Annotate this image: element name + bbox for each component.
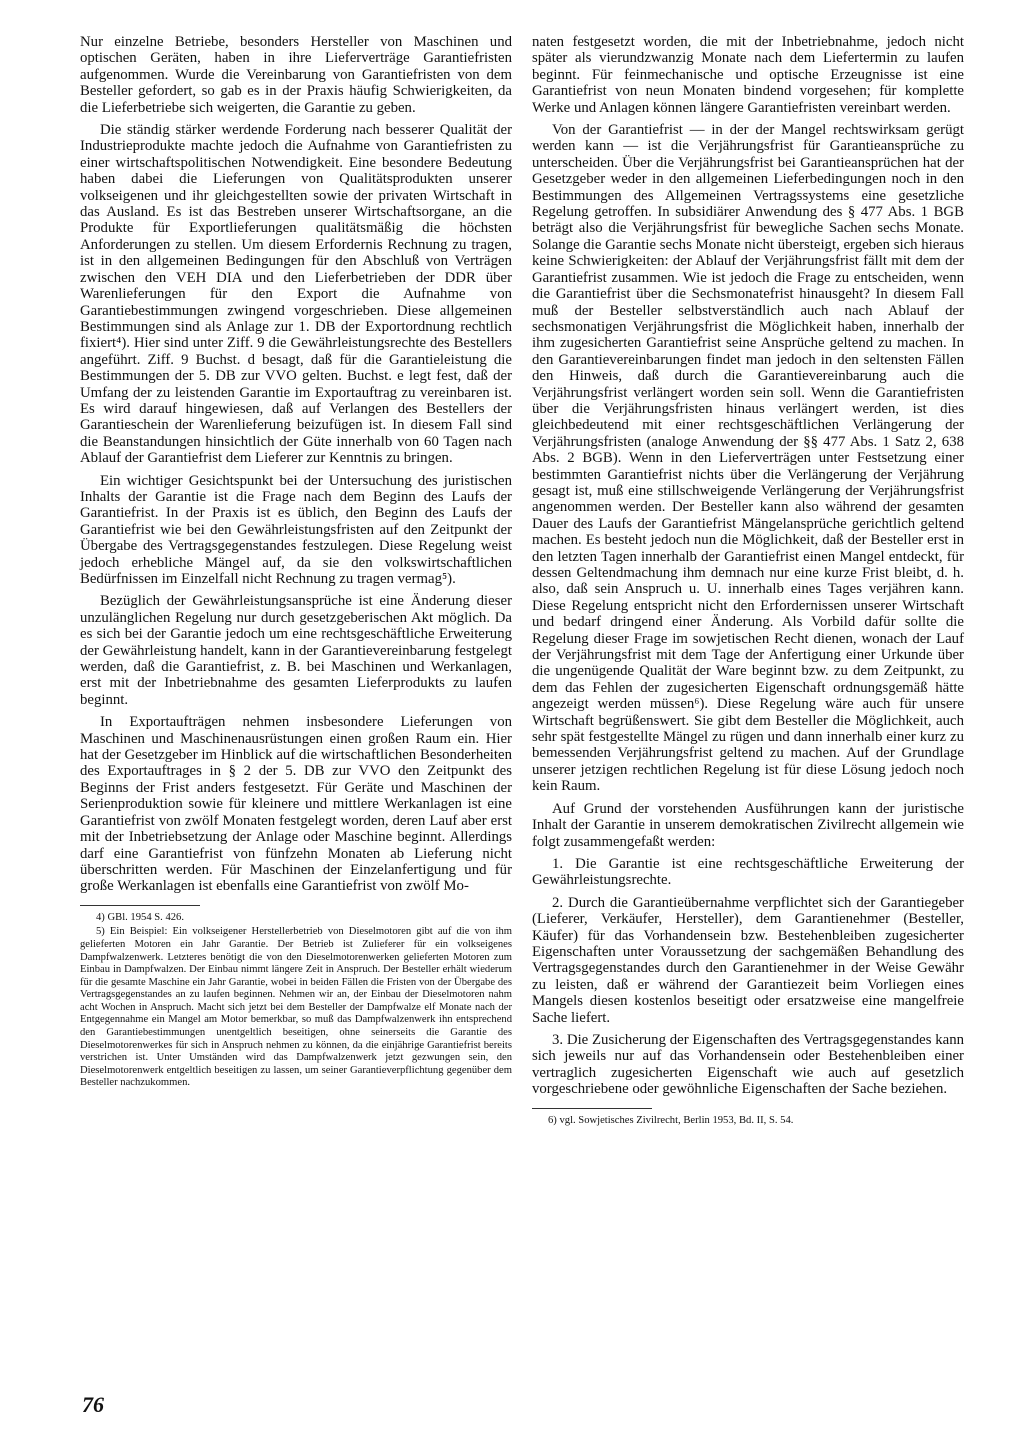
body-paragraph: Bezüglich der Gewährleistungsansprüche ist eine Änderung dieser unzulänglichen Regelung nur durch gesetzgeberischen Akt möglich. Da es sich bei der Garantie jedoch um eine rechtsgeschäftliche Erweiterung der Gewährleistung handelt, kann in der Garantievereinbarung festgelegt werden, daß die Garantiefrist, z. B. bei Maschinen und Werkanlagen, erst mit der Inbetriebnahme des gesamten Lieferprodukts zu laufen beginnt.: [80, 593, 512, 708]
list-item: 2. Durch die Garantieübernahme verpflichtet sich der Garantiegeber (Lieferer, Verkäufer, Hersteller), dem Garantienehmer (Besteller, Käufer) für das Vorhandensein bzw. Bestehenbleiben zugesicherter Eigenschaften unter Voraussetzung der sachgemäßen Behandlung des Vertragsgegenstandes durch den Garantienehmer in der Weise Gewähr zu leisten, daß er während der Garantiezeit beim Vorliegen eines Mangels diesen kostenlos beseitigt oder ersatzweise eine mangelfreie Sache liefert.: [532, 894, 964, 1026]
page-number: 76: [82, 1392, 104, 1417]
body-paragraph: In Exportaufträgen nehmen insbesondere Lieferungen von Maschinen und Maschinenausrüstungen einen großen Raum ein. Hier hat der Gesetzgeber im Hinblick auf die wirtschaftlichen Besonderheiten des Exportauftrages in § 2 der 5. DB zur VVO den Zeitpunkt des Beginns der Frist anders festgesetzt. Für Geräte und Maschinen der Serienproduktion sowie für kleinere und mittlere Werkanlagen ist eine Garantiefrist von zwölf Monaten festgelegt worden, deren Lauf aber erst mit der Inbetriebsetzung der Anlage oder Maschine beginnt. Allerdings darf eine Garantiefrist von fünfzehn Monaten ab Lieferung nicht überschritten werden. Für Maschinen der Einzelanfertigung und für große Werkanlagen ist ebenfalls eine Garantiefrist von zwölf Mo-: [80, 714, 512, 895]
body-paragraph: Nur einzelne Betriebe, besonders Hersteller von Maschinen und optischen Geräten, haben in ihre Lieferverträge Garantiefristen aufgenommen. Wurde die Vereinbarung von Garantiefristen von dem Besteller gefordert, so gab es in der Praxis häufig Schwierigkeiten, da die Lieferbetriebe sich weigerten, die Garantie zu geben.: [80, 34, 512, 116]
body-paragraph: Von der Garantiefrist — in der der Mangel rechtswirksam gerügt werden kann — ist die Verjährungsfrist für Garantieansprüche zu unterscheiden. Über die Verjährungsfrist bei Garantieansprüchen hat der Gesetzgeber weder in den allgemeinen Lieferbedingungen noch in den Bestimmungen des Allgemeinen Vertragssystems eine gesetzliche Regelung getroffen. In subsidiärer Anwendung des § 477 Abs. 1 BGB beträgt also die Verjährungsfrist für bewegliche Sachen sechs Monate. Solange die Garantie sechs Monate nicht übersteigt, ergeben sich hieraus keine Schwierigkeiten: der Ablauf der Verjährungsfrist fällt mit dem der Garantiefrist zusammen. Wie ist jedoch die Frage zu entscheiden, wenn die Garantiefrist über die Sechsmonatefrist hinausgeht? In diesem Fall muß der Besteller selbstverständlich auch nach Ablauf der sechsmonatigen Verjährungsfrist die Möglichkeit haben, innerhalb der ihm zugesicherten Garantiefrist seine Ansprüche geltend zu machen. In den Garantievereinbarungen findet man jedoch in den seltensten Fällen den Hinweis, daß durch die Garantievereinbarung auch die Verjährungsfrist verlängert worden sein soll. Wenn die Garantiefristen über die Verjährungsfristen hinaus verlängert werden, ist dies gleichbedeutend mit einer rechtsgeschäftlichen Verlängerung der Verjährungsfristen (analoge Anwendung der §§ 477 Abs. 1 Satz 2, 638 Abs. 2 BGB). Wenn in den Lieferverträgen unter Festsetzung einer bestimmten Garantiefrist nichts über die Verlängerung der Verjährung gesagt ist, muß eine stillschweigende Verlängerung der Verjährungsfrist angenommen werden. Der Besteller kann also während der gesamten Dauer des Laufs der Garantiefrist Mängelansprüche gerichtlich geltend machen. Es besteht jedoch nun die Möglichkeit, daß der Besteller erst in den letzten Tagen innerhalb der Garantiefrist einen Mangel entdeckt, für dessen Geltendmachung ihm demnach nur eine kurze Frist bleibt, d. h. also, daß sein Anspruch u. U. innerhalb eines Tages verjähren kann. Diese Regelung entspricht nicht den Erfordernissen unserer Wirtschaft und bedarf dringend einer Änderung. Als Vorbild dafür sollte die Regelung dieser Frage im sowjetischen Recht dienen, wonach der Lauf der Verjährungsfrist mit dem Tage der Anfertigung einer Urkunde über die ungenügende Qualität der Ware beginnt bzw. zu dem Zeitpunkt, zu dem das Fehlen der zugesicherten Eigenschaft ordnungsgemäß hätte angezeigt werden müssen⁶). Diese Regelung wäre auch für unsere Wirtschaft begrüßenswert. Sie gibt dem Besteller die Möglichkeit, auch sehr spät festgestellte Mängel zu rügen und dann innerhalb einer kurz zu bemessenden Verjährungsfrist geltend zu machen. Auf der Grundlage unserer jetzigen rechtlichen Regelung ist für diese Lösung jedoch noch kein Raum.: [532, 122, 964, 795]
list-item: 3. Die Zusicherung der Eigenschaften des Vertragsgegenstandes kann sich jeweils nur auf das Vorhandensein oder Bestehenbleiben einer vertraglich zugesicherten Eigenschaft wie auch auf gesetzlich vorgeschriebene oder gewöhnliche Eigenschaften der Sache beziehen.: [532, 1031, 964, 1098]
footnote: 6) vgl. Sowjetisches Zivilrecht, Berlin 1953, Bd. II, S. 54.: [548, 1114, 794, 1126]
list-item: 1. Die Garantie ist eine rechtsgeschäftliche Erweiterung der Gewährleistungsrechte.: [532, 855, 964, 889]
footnote-divider: [80, 905, 200, 906]
body-paragraph: naten festgesetzt worden, die mit der Inbetriebnahme, jedoch nicht später als vierundzwanzig Monate nach dem Liefertermin zu laufen beginnt. Für feinmechanische und optische Erzeugnisse ist eine Garantiefrist von neun Monaten bindend vorgesehen; für komplette Werke und Anlagen können längere Garantiefristen vereinbart werden.: [532, 34, 964, 116]
footnote: 4) GBl. 1954 S. 426.: [96, 911, 184, 923]
left-column: [80, 34, 512, 1092]
footnote: 5) Ein Beispiel: Ein volkseigener Herstellerbetrieb von Dieselmotoren gibt auf die von ihm gelieferten Motoren ein Jahr Garantie. Der Betrieb ist Zulieferer für ein volkseigenes Dampfwalzenwerk. Letzteres benötigt die von den Dieselmotorenwerken gelieferten Motoren zum Einbau in Dampfwalzen. Der Einbau nimmt längere Zeit in Anspruch. Der Besteller erhält wiederum für die gesamte Maschine ein Jahr Garantie, wobei in beiden Fällen die Fristen von der Übergabe des Vertragsgegenstandes an zu laufen beginnen. Nehmen wir an, der Einbau der Dieselmotoren nahm acht Wochen in Anspruch. Macht sich jetzt bei dem Besteller der Dampfwalze elf Monate nach der Entgegennahme ein Mangel am Motor bemerkbar, so muß das Dampfwalzenwerk ihn entsprechend den Garantiebestimmungen unentgeltlich beseitigen, ohne seinerseits die Garantie des Dieselmotorenwerkes für sich in Anspruch nehmen zu können, da die einjährige Garantiefrist bereits verstrichen ist. Unter Umständen wird das Dampfwalzenwerk jetzt gezwungen sein, den Dieselmotorenwerk entgeltlich beseitigen zu lassen, um seiner Garantieverpflichtung gegenüber dem Besteller nachzukommen.: [80, 926, 512, 1089]
body-paragraph: Die ständig stärker werdende Forderung nach besserer Qualität der Industrieprodukte machte jedoch die Aufnahme von Garantiefristen zu einer wirtschaftspolitischen Notwendigkeit. Eine besondere Bedeutung haben dabei die Lieferungen von Qualitätsprodukten unserer volkseigenen und ihr gleichgestellten sowie der privaten Wirtschaft in das Ausland. Es ist das Bestreben unserer Wirtschaftsorgane, an die Produkte für Exportlieferungen qualitätsmäßig die höchsten Anforderungen zu stellen. Um diesem Erfordernis Rechnung zu tragen, ist in den allgemeinen Bedingungen für den Abschluß von Verträgen zwischen den VEH DIA und den Lieferbetrieben der DDR über Warenlieferungen für den Export die Aufnahme von Garantiebestimmungen zwingend vorgeschrieben. Diese allgemeinen Bestimmungen sind als Anlage zur 1. DB der Exportordnung rechtlich fixiert⁴). Hier sind unter Ziff. 9 die Gewährleistungsrechte des Bestellers angeführt. Ziff. 9 Buchst. d besagt, daß für die Garantieleistung die Bestimmungen der 5. DB zur VVO gelten. Buchst. e legt fest, daß der Umfang der zu leistenden Garantie im Exportauftrag zu vereinbaren ist. Es wird darauf hingewiesen, daß auf Verlangen des Bestellers der Garantieschein der Warenlieferung beizufügen ist. In diesem Fall sind die Beanstandungen hinsichtlich der Güte innerhalb von 60 Tagen nach Ablauf der Garantiefrist dem Lieferer zur Kenntnis zu bringen.: [80, 122, 512, 467]
body-paragraph: Auf Grund der vorstehenden Ausführungen kann der juristische Inhalt der Garantie in unserem demokratischen Zivilrecht allgemein wie folgt zusammengefaßt werden:: [532, 800, 964, 850]
right-column: [532, 34, 964, 1129]
body-paragraph: Ein wichtiger Gesichtspunkt bei der Untersuchung des juristischen Inhalts der Garantie ist die Frage nach dem Beginn des Laufs der Garantiefrist. In der Praxis ist es üblich, den Beginn des Laufs der Garantiefrist wie bei den Gewährleistungsfristen auf den Zeitpunkt der Übergabe des Vertragsgegenstandes festzulegen. Diese Regelung weist jedoch erhebliche Mängel auf, da sie den volkswirtschaftlichen Bedürfnissen im Einzelfall nicht Rechnung zu tragen vermag⁵).: [80, 472, 512, 587]
footnote-divider: [532, 1108, 652, 1109]
